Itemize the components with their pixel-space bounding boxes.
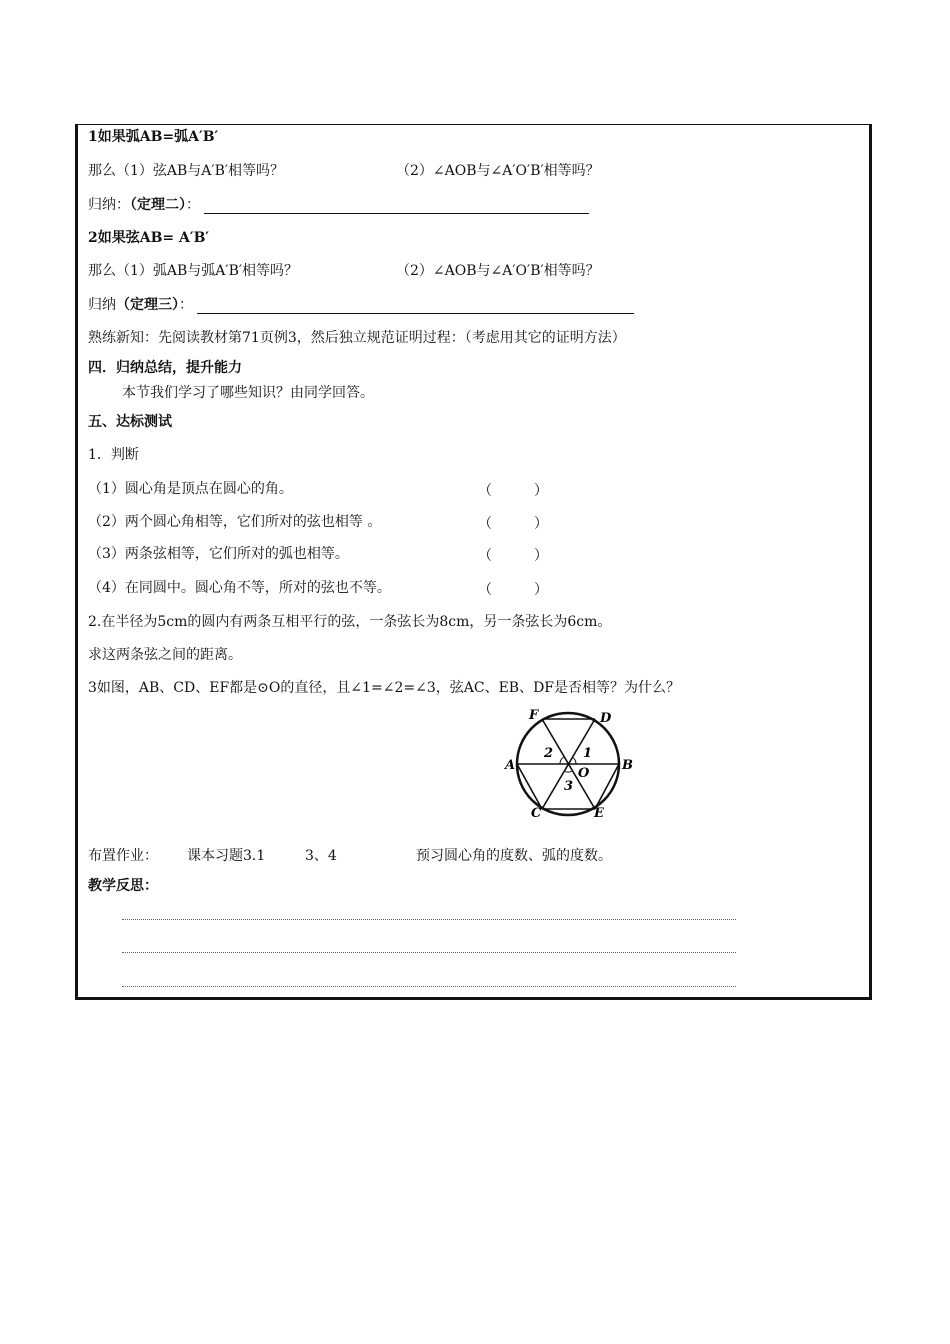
circle-diameters-figure <box>500 708 645 823</box>
question-2-line1: 2.在半径为5cm的圆内有两条互相平行的弦，一条弦长为8cm，另一条弦长为6cm。 <box>88 614 612 630</box>
s2-q1: 那么（1）弧AB与弧A′B′相等吗？ <box>88 263 299 279</box>
label-angle-2: 2 <box>544 746 554 761</box>
s2-colon: ： <box>179 297 193 313</box>
judge-item-1: （1）圆心角是顶点在圆心的角。 <box>88 481 293 497</box>
homework-task2: 3、4 <box>305 848 337 864</box>
question-3: 3如图，AB、CD、EF都是⊙O的直径，且∠1=∠2=∠3，弦AC、EB、DF是否相等？为什么？ <box>88 680 681 696</box>
reflection-line-3[interactable] <box>122 986 736 987</box>
label-a: A <box>505 758 516 773</box>
judge-title: 1．判断 <box>88 447 139 463</box>
label-o: O <box>578 766 590 781</box>
s2-q2: （2）∠AOB与∠A′O′B′相等吗？ <box>396 263 600 279</box>
judge-answer-4[interactable]: （ ） <box>478 582 548 598</box>
judge-answer-2[interactable]: （ ） <box>478 516 548 532</box>
s1-q1: 那么（1）弦AB与A′B′相等吗？ <box>88 163 285 179</box>
sec4-body: 本节我们学习了哪些知识？由同学回答。 <box>122 385 374 401</box>
s1-summary <box>88 196 589 214</box>
label-angle-3: 3 <box>564 779 574 794</box>
reflection-line-2[interactable] <box>122 952 736 953</box>
s2-title: 2如果弦AB= A′B′ <box>88 230 210 246</box>
s1-colon: ： <box>186 197 200 213</box>
practice-text: 熟练新知：先阅读教材第71页例3，然后独立规范证明过程：（考虑用其它的证明方法） <box>88 330 626 346</box>
label-e: E <box>594 806 604 821</box>
s1-title: 1如果弧AB=弧A′B′ <box>88 129 219 145</box>
sec4-heading: 四．归纳总结，提升能力 <box>88 360 242 376</box>
s2-answer-blank[interactable] <box>197 299 634 314</box>
label-b: B <box>622 758 633 773</box>
s2-theorem: （定理三） <box>116 297 179 313</box>
label-f: F <box>529 708 539 723</box>
label-d: D <box>600 711 612 726</box>
judge-item-4: （4）在同圆中。圆心角不等，所对的弦也不等。 <box>88 580 391 596</box>
judge-item-2: （2）两个圆心角相等，它们所对的弦也相等 。 <box>88 514 382 530</box>
s2-summary <box>88 296 634 314</box>
judge-answer-3[interactable]: （ ） <box>478 548 548 564</box>
question-2-line2: 求这两条弦之间的距离。 <box>88 647 242 663</box>
sec5-heading: 五、达标测试 <box>88 414 172 430</box>
reflection-label: 教学反思： <box>88 878 158 894</box>
homework-label: 布置作业： <box>88 848 158 864</box>
s1-theorem: （定理二） <box>130 197 186 213</box>
s1-summary-label: 归纳： <box>88 197 130 213</box>
judge-item-3: （3）两条弦相等，它们所对的弧也相等。 <box>88 546 349 562</box>
homework-task3: 预习圆心角的度数、弧的度数。 <box>416 848 612 864</box>
homework-task1: 课本习题3.1 <box>187 848 266 864</box>
s2-summary-label: 归纳 <box>88 297 116 313</box>
judge-answer-1[interactable]: （ ） <box>478 483 548 499</box>
s1-answer-blank[interactable] <box>204 199 589 214</box>
label-c: C <box>531 806 542 821</box>
label-angle-1: 1 <box>583 746 593 761</box>
s1-q2: （2）∠AOB与∠A′O′B′相等吗？ <box>396 163 600 179</box>
reflection-line-1[interactable] <box>122 919 736 920</box>
